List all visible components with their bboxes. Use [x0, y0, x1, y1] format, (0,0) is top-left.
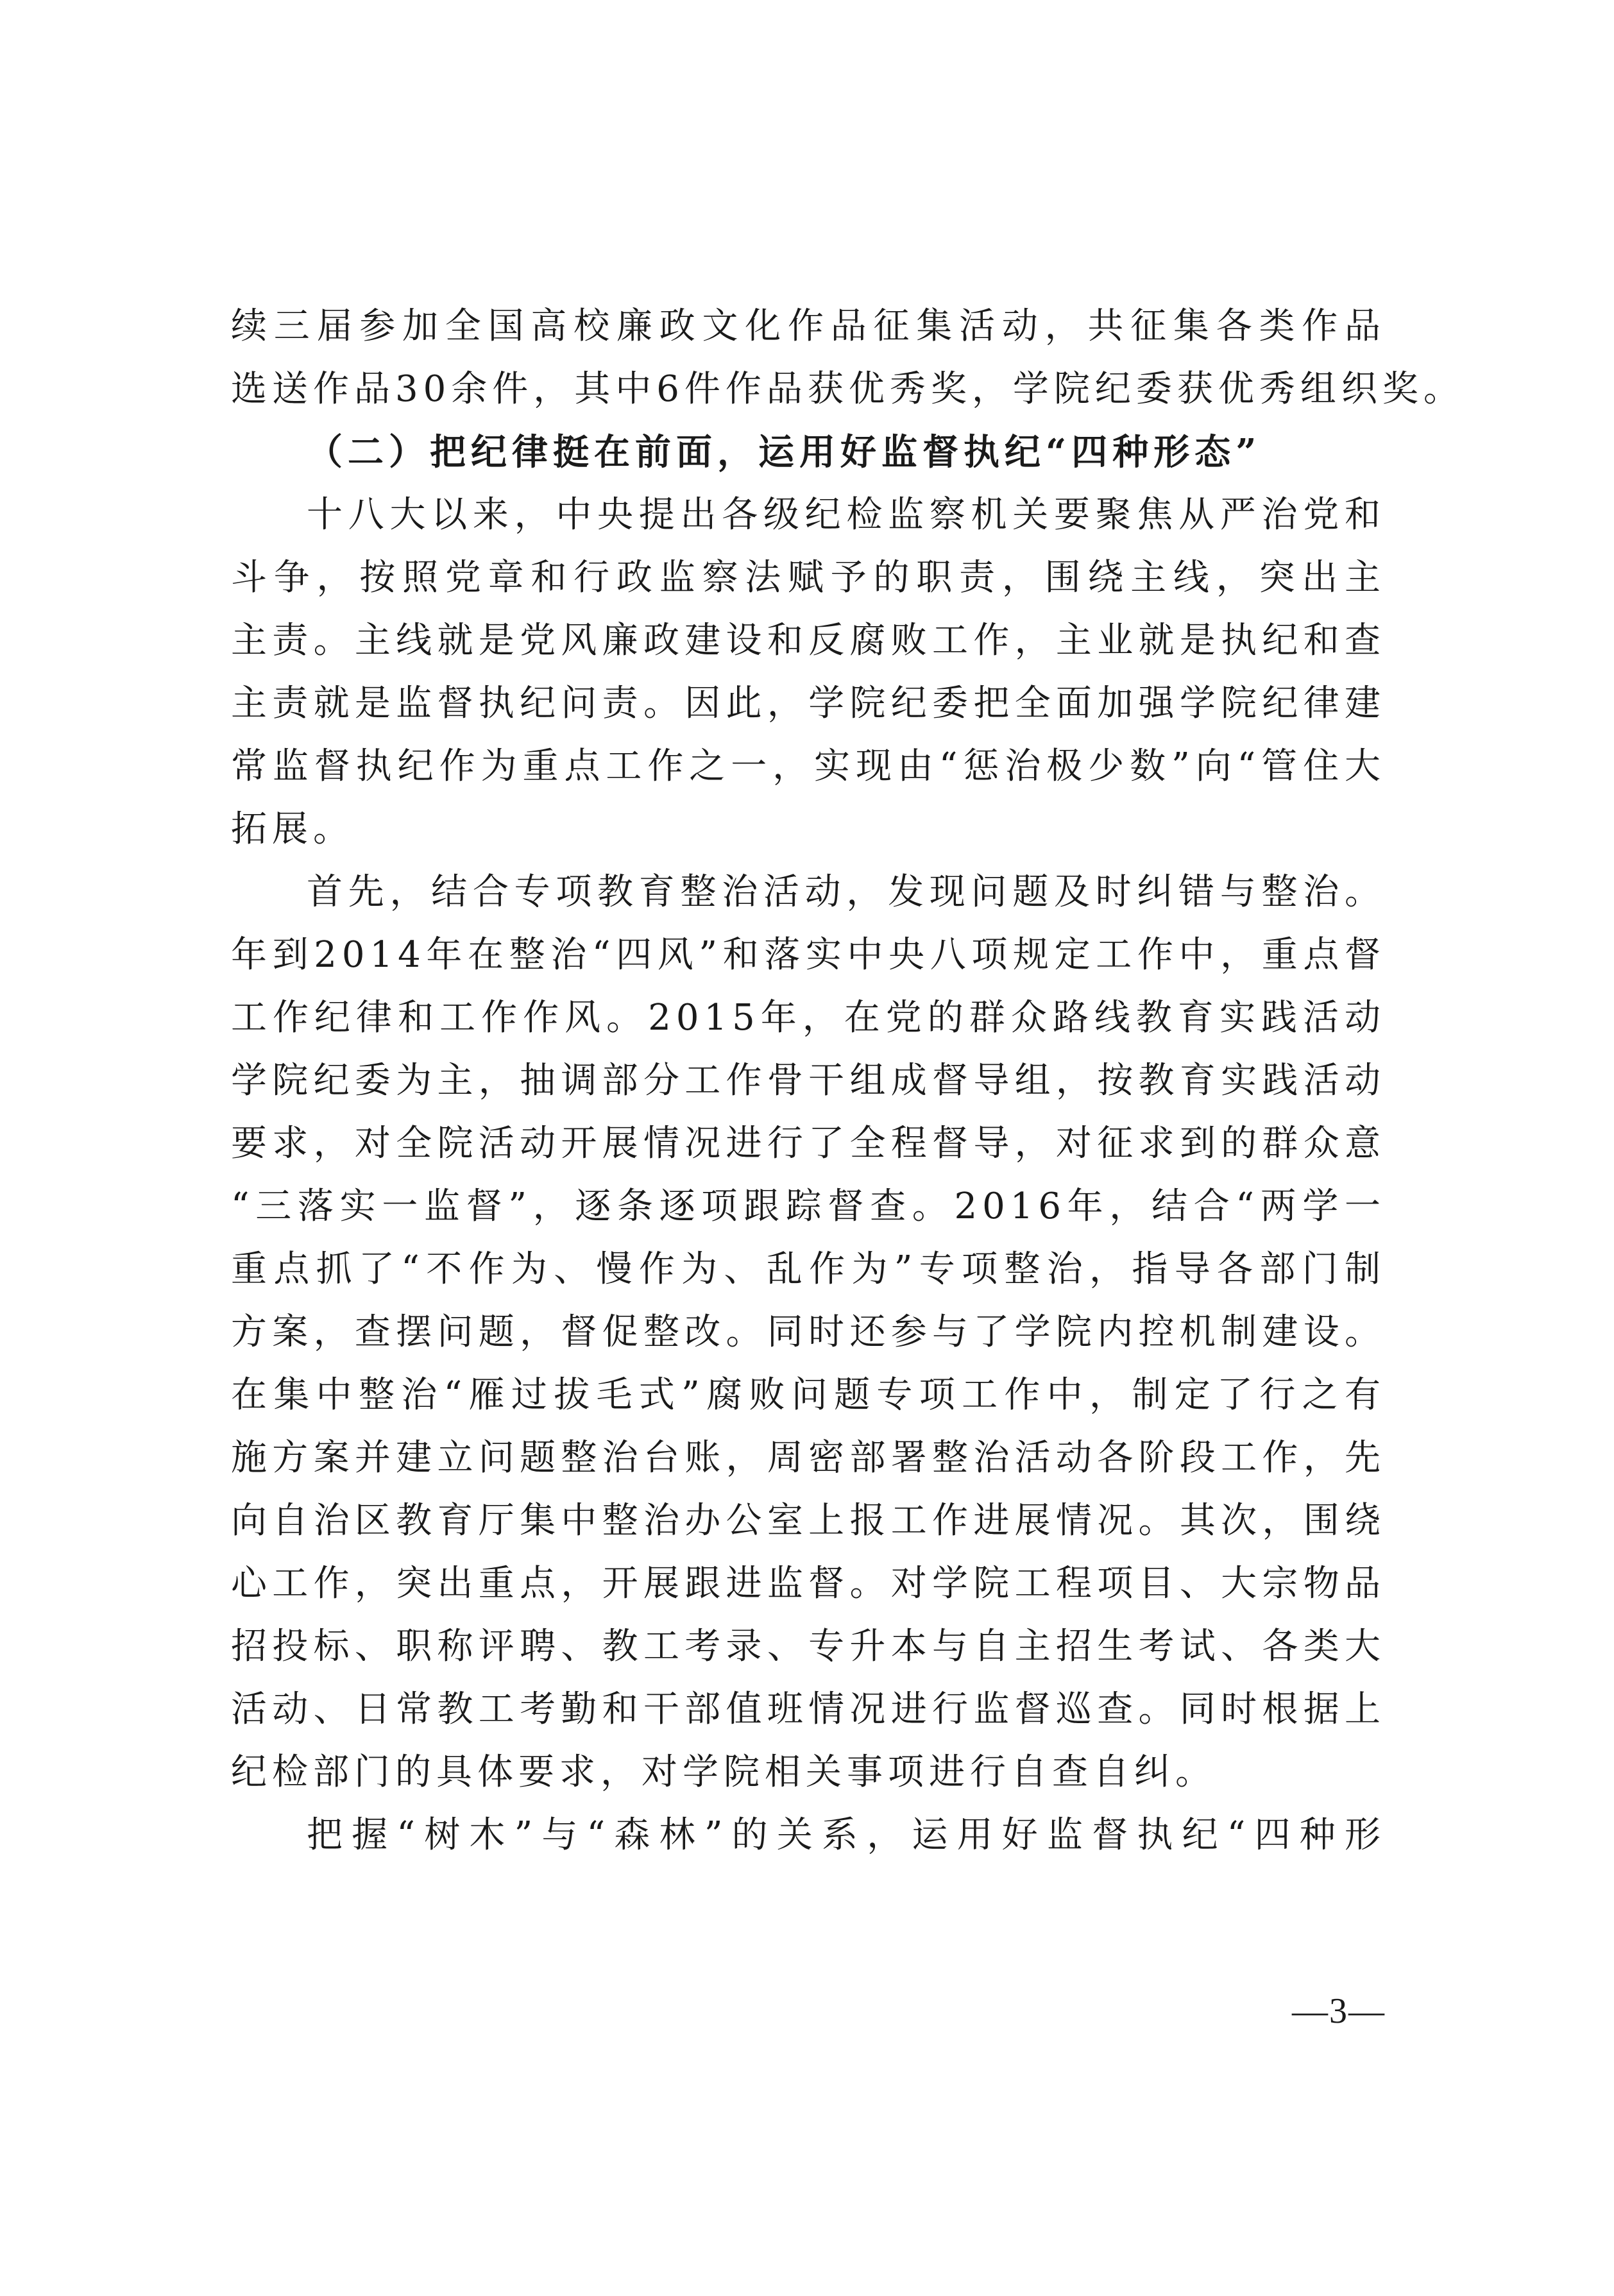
paragraph-line: 在集中整治“雁过拔毛式”腐败问题专项工作中，制定了行之有 [231, 1374, 1386, 1416]
paragraph-line: 招投标、职称评聘、教工考录、专升本与自主招生考试、各类大 [231, 1626, 1386, 1667]
document-body [231, 295, 1465, 1867]
paragraph-line: 施方案并建立问题整治台账，周密部署整治活动各阶段工作，先 [231, 1437, 1386, 1479]
paragraph-line: 活动、日常教工考勤和干部值班情况进行监督巡查。同时根据上 [231, 1688, 1386, 1730]
paragraph-line: 十八大以来，中央提出各级纪检监察机关要聚焦从严治党和 [307, 494, 1386, 536]
paragraph-line: 主责。主线就是党风廉政建设和反腐败工作，主业就是执纪和查 [231, 620, 1386, 661]
page-number: —3— [1292, 1991, 1386, 2031]
paragraph-line: 工作纪律和工作作风。2015年，在党的群众路线教育实践活动 [231, 997, 1386, 1039]
paragraph-line: 重点抓了“不作为、慢作为、乱作为”专项整治，指导各部门制 [231, 1248, 1386, 1290]
paragraph-line: 年到2014年在整治“四风”和落实中央八项规定工作中，重点督 [231, 934, 1386, 976]
paragraph-line: 把握“树木”与“森林”的关系，运用好监督执纪“四种形 [307, 1814, 1386, 1856]
paragraph-line: 选送作品30余件，其中6件作品获优秀奖，学院纪委获优秀组织奖。 [231, 368, 1465, 410]
paragraph-line: 要求，对全院活动开展情况进行了全程督导，对征求到的群众意 [231, 1123, 1386, 1164]
paragraph-line: 拓展。 [231, 808, 354, 850]
paragraph-line: 心工作，突出重点，开展跟进监督。对学院工程项目、大宗物品 [231, 1563, 1386, 1604]
paragraph-line: 首先，结合专项教育整治活动，发现问题及时纠错与整治。 [307, 871, 1386, 913]
paragraph-line: 学院纪委为主，抽调部分工作骨干组成督导组，按教育实践活动 [231, 1060, 1386, 1101]
paragraph-line: 常监督执纪作为重点工作之一，实现由“惩治极少数”向“管住大 [231, 745, 1386, 787]
paragraph-line: 向自治区教育厅集中整治办公室上报工作进展情况。其次，围绕 [231, 1500, 1386, 1542]
paragraph-line: 纪检部门的具体要求，对学院相关事项进行自查自纠。 [231, 1751, 1216, 1793]
paragraph-line: 斗争，按照党章和行政监察法赋予的职责，围绕主线，突出主 [231, 557, 1386, 599]
paragraph-line: 方案，查摆问题，督促整改。同时还参与了学院内控机制建设。 [231, 1311, 1386, 1353]
paragraph-line: 主责就是监督执纪问责。因此，学院纪委把全面加强学院纪律建 [231, 683, 1386, 724]
paragraph-line: “三落实一监督”，逐条逐项跟踪督查。2016年，结合“两学一 [231, 1186, 1386, 1227]
section-heading: （二）把纪律挺在前面，运用好监督执纪“四种形态” [307, 431, 1262, 473]
paragraph-line: 续三届参加全国高校廉政文化作品征集活动，共征集各类作品 [231, 305, 1386, 347]
